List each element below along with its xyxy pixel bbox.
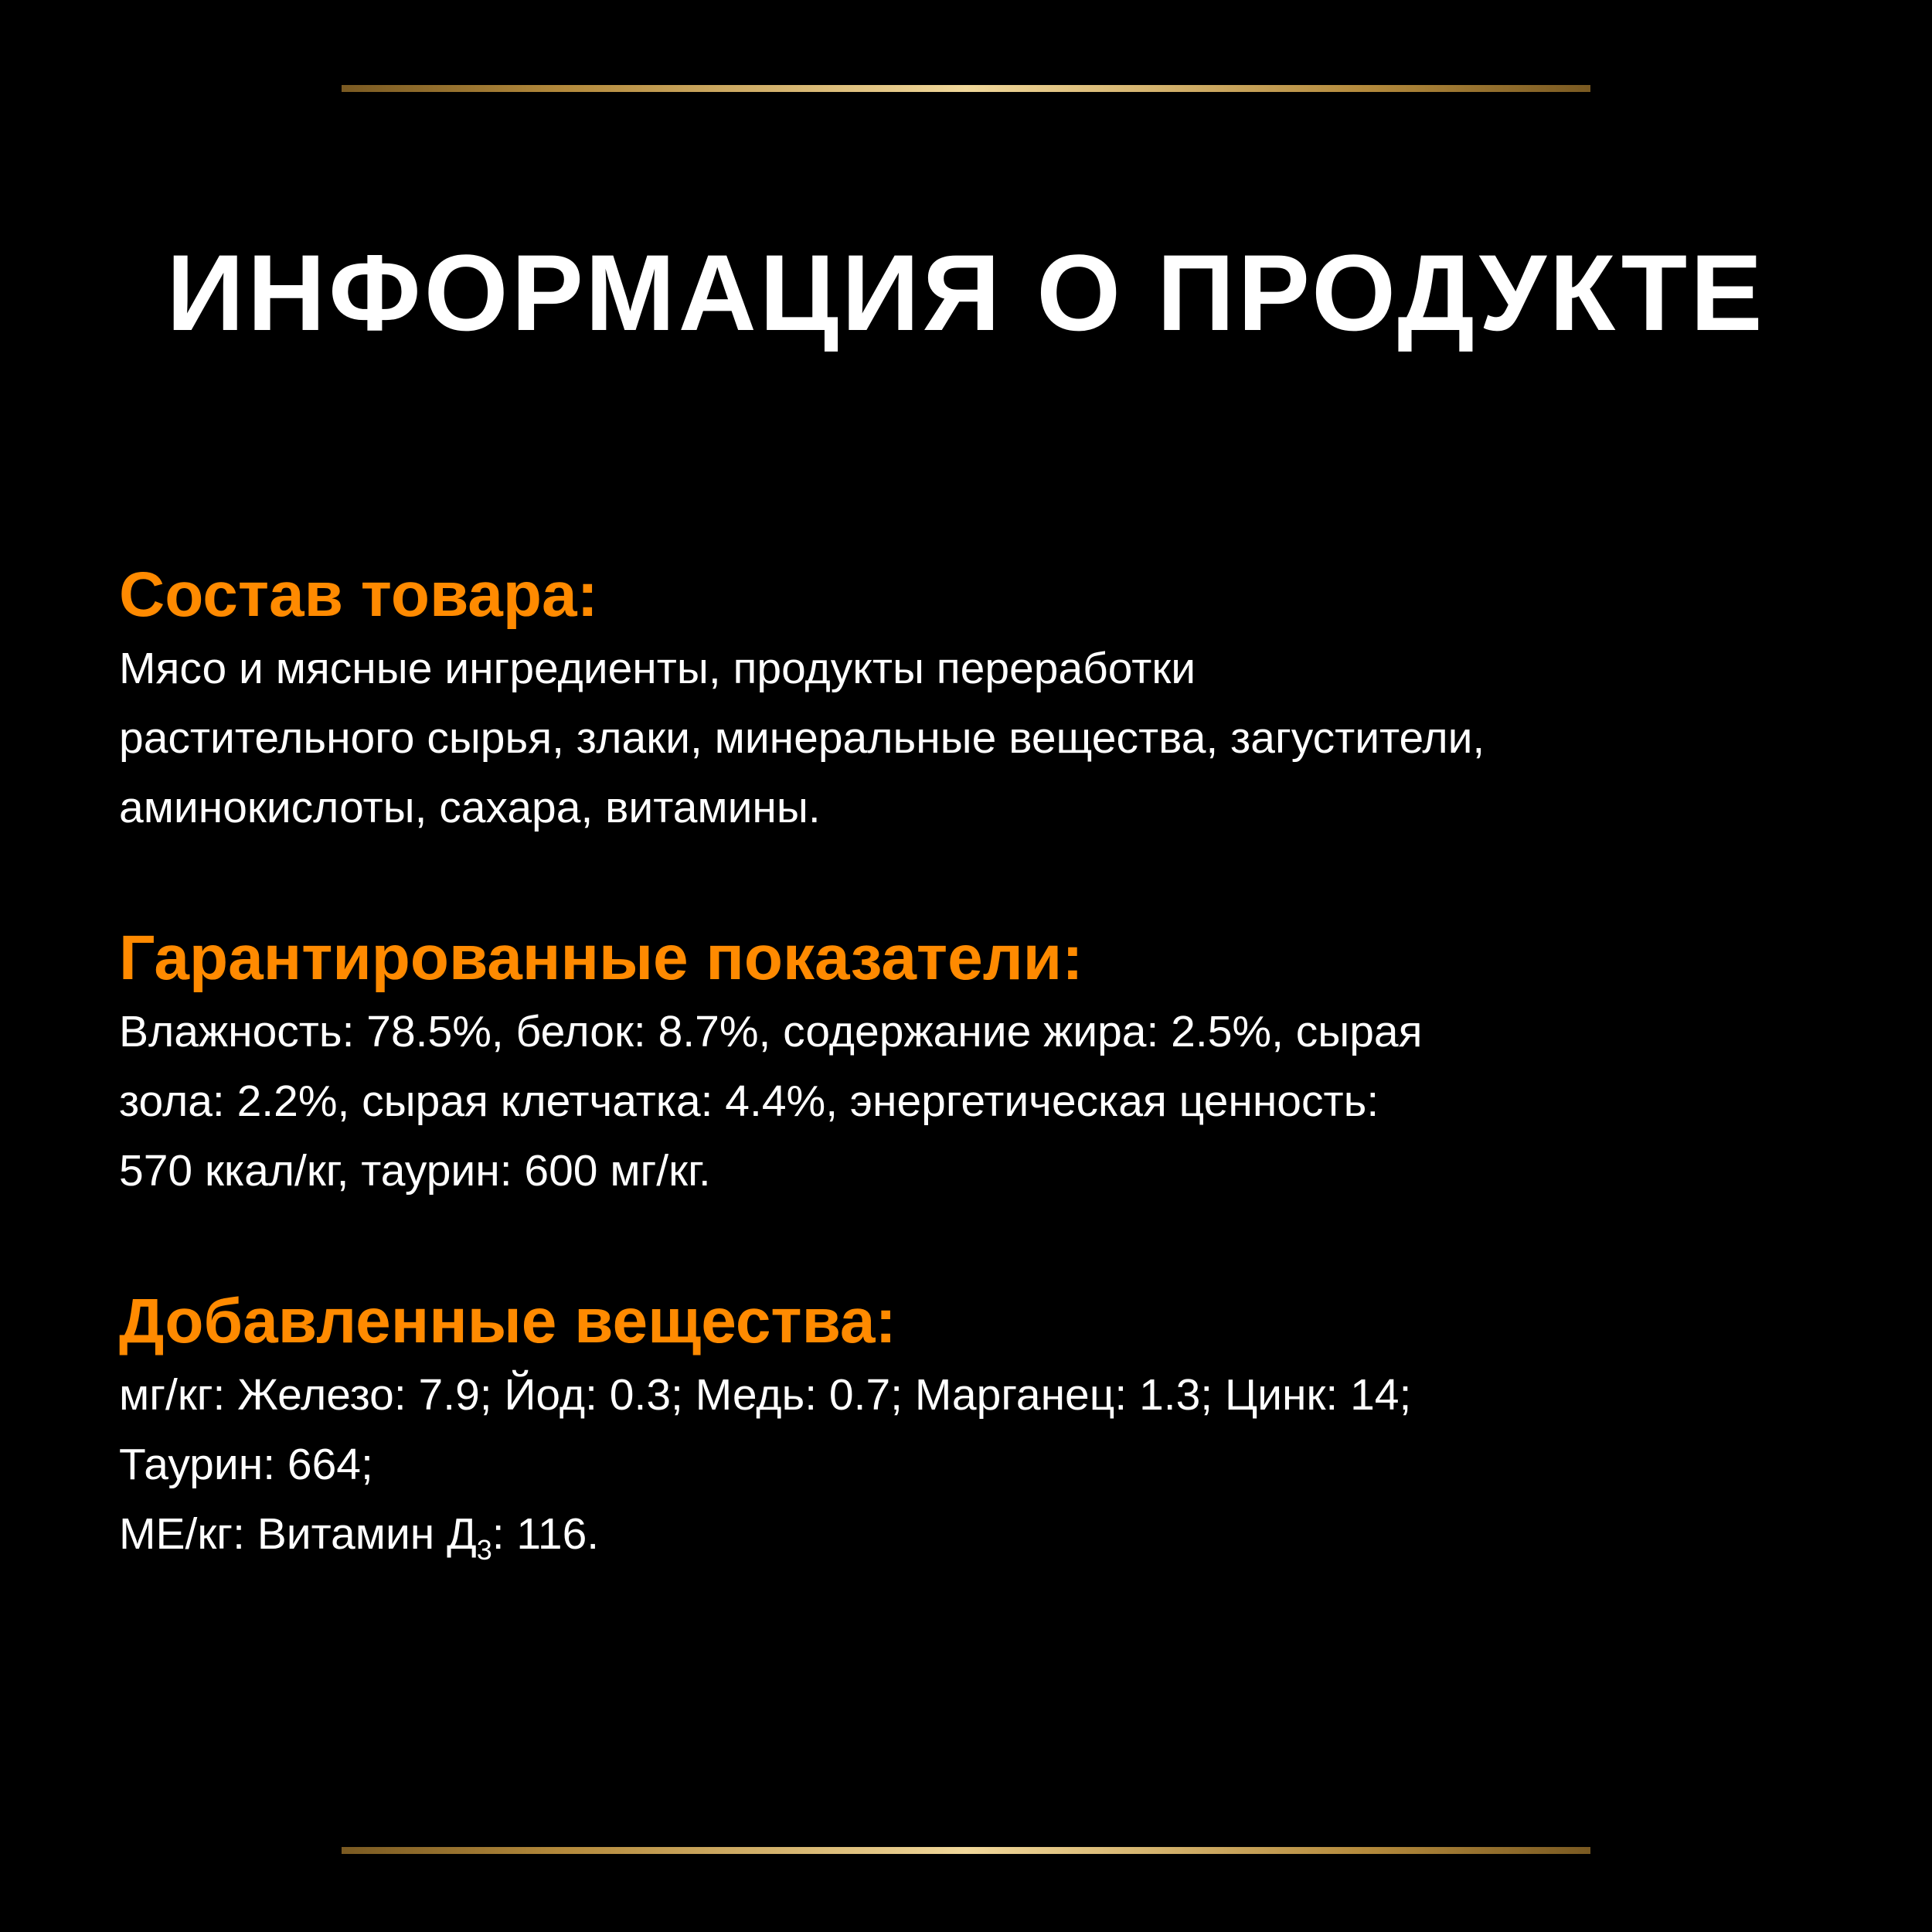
additives-heading: Добавленные вещества: — [119, 1286, 896, 1356]
guaranteed-values-line: Влажность: 78.5%, белок: 8.7%, содержание жира: 2.5%, сырая — [119, 1007, 1423, 1056]
additives-text — [119, 1360, 1819, 1569]
composition-line: аминокислоты, сахара, витамины. — [119, 783, 821, 832]
vitamin-line-suffix: : 116. — [492, 1509, 600, 1559]
guaranteed-values-line: 570 ккал/кг, таурин: 600 мг/кг. — [119, 1146, 711, 1196]
vitamin-subscript: 3 — [476, 1534, 492, 1566]
guaranteed-values-line: зола: 2.2%, сырая клетчатка: 4.4%, энергетическая ценность: — [119, 1077, 1379, 1126]
additives-section — [119, 1283, 1819, 1569]
composition-line: Мясо и мясные ингредиенты, продукты переработки — [119, 644, 1196, 693]
composition-text — [119, 634, 1819, 842]
composition-heading: Состав товара: — [119, 560, 598, 630]
guaranteed-values-text — [119, 997, 1819, 1206]
guaranteed-values-heading: Гарантированные показатели: — [119, 923, 1083, 993]
additives-line: Таурин: 664; — [119, 1440, 373, 1489]
composition-section — [119, 556, 1819, 842]
bottom-gold-divider — [342, 1847, 1590, 1854]
composition-line: растительного сырья, злаки, минеральные вещества, загустители, — [119, 713, 1485, 763]
additives-line: мг/кг: Железо: 7.9; Йод: 0.3; Медь: 0.7; Марганец: 1.3; Цинк: 14; — [119, 1370, 1412, 1420]
vitamin-line-prefix: МЕ/кг: Витамин Д — [119, 1509, 477, 1559]
top-gold-divider — [342, 85, 1590, 92]
vitamin-d3-line — [119, 1499, 1819, 1569]
product-info-content — [119, 556, 1819, 1569]
page-title: ИНФОРМАЦИЯ О ПРОДУКТЕ — [166, 231, 1766, 353]
guaranteed-values-section — [119, 920, 1819, 1206]
